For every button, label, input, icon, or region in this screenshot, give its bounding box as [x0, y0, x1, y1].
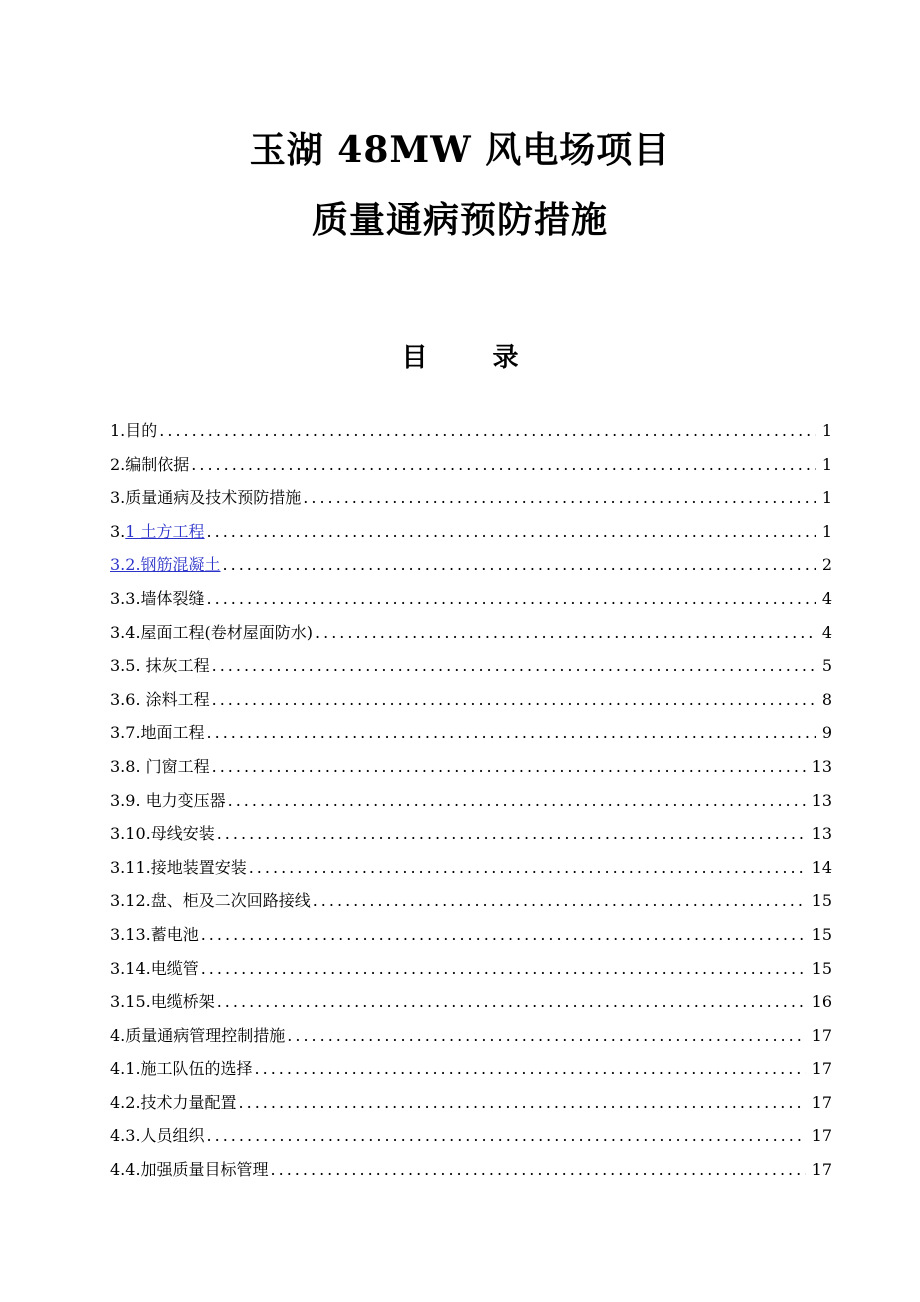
toc-entry-3[interactable] — [110, 481, 832, 515]
toc-entry-label: 4.4.加强质量目标管理 — [110, 1160, 269, 1180]
toc-entry-page: 1 — [821, 488, 832, 508]
toc-entry-3-12[interactable] — [110, 884, 832, 918]
toc-entry-link[interactable]: 3.2.钢筋混凝土 — [110, 555, 221, 575]
toc-entry-page: 15 — [811, 958, 832, 978]
table-of-contents — [110, 414, 832, 1187]
toc-entry-page: 14 — [811, 857, 832, 877]
toc-entry-page: 16 — [811, 992, 832, 1012]
toc-leader-dots — [271, 1153, 806, 1187]
toc-leader-dots — [212, 750, 806, 784]
toc-leader-dots — [249, 851, 806, 885]
toc-leader-dots — [255, 1052, 806, 1086]
toc-leader-dots — [201, 918, 806, 952]
toc-leader-dots — [239, 1086, 806, 1120]
toc-entry-3-9[interactable] — [110, 784, 832, 818]
toc-entry-3-15[interactable] — [110, 985, 832, 1019]
toc-entry-3-8[interactable] — [110, 750, 832, 784]
toc-entry-4-1[interactable] — [110, 1052, 832, 1086]
toc-entry-label: 1.目的 — [110, 421, 158, 440]
toc-leader-dots — [207, 716, 816, 750]
toc-entry-label: 4.1.施工队伍的选择 — [110, 1059, 253, 1079]
toc-leader-dots — [207, 1119, 806, 1153]
toc-entry-3-4[interactable] — [110, 616, 832, 650]
toc-entry-label: 4.3.人员组织 — [110, 1126, 205, 1146]
toc-heading: 目 录 — [401, 343, 547, 373]
toc-entry-label: 3.11.接地装置安装 — [110, 857, 247, 877]
toc-entry-page: 13 — [811, 824, 832, 844]
toc-entry-label: 4.质量通病管理控制措施 — [110, 1025, 286, 1045]
toc-entry-3-10[interactable] — [110, 817, 832, 851]
toc-entry-page: 17 — [811, 1160, 832, 1180]
toc-entry-page: 13 — [811, 790, 832, 810]
toc-entry-page: 5 — [821, 656, 832, 676]
toc-entry-page: 4 — [821, 588, 832, 608]
toc-entry-label: 3.9. 电力变压器 — [110, 790, 226, 810]
toc-leader-dots — [212, 683, 816, 717]
toc-entry-page: 1 — [821, 454, 832, 474]
toc-entry-page: 4 — [821, 622, 832, 642]
toc-entry-page: 2 — [821, 555, 832, 575]
toc-leader-dots — [315, 616, 816, 650]
toc-entry-label-prefix: 3. — [110, 521, 126, 541]
toc-entry-page: 17 — [811, 1092, 832, 1112]
toc-leader-dots — [207, 582, 816, 616]
document-title-line2: 质量通病预防措施 — [311, 199, 608, 241]
toc-entry-2[interactable] — [110, 448, 832, 482]
toc-leader-dots — [212, 649, 816, 683]
toc-leader-dots — [313, 884, 806, 918]
toc-entry-4[interactable] — [110, 1019, 832, 1053]
toc-entry-label: 3.13.蓄电池 — [110, 924, 199, 944]
toc-leader-dots — [191, 448, 816, 482]
toc-entry-page: 1 — [821, 521, 832, 541]
toc-entry-3-5[interactable] — [110, 649, 832, 683]
toc-leader-dots — [207, 515, 816, 549]
toc-entry-1[interactable] — [110, 414, 832, 448]
toc-entry-page: 15 — [811, 891, 832, 911]
toc-entry-3-14[interactable] — [110, 952, 832, 986]
toc-leader-dots — [201, 952, 806, 986]
toc-entry-4-4[interactable] — [110, 1153, 832, 1187]
toc-entry-label: 4.2.技术力量配置 — [110, 1092, 237, 1112]
toc-entry-3-2[interactable] — [110, 548, 832, 582]
toc-entry-3-3[interactable] — [110, 582, 832, 616]
toc-entry-page: 15 — [811, 924, 832, 944]
toc-entry-page: 13 — [811, 756, 832, 776]
toc-leader-dots — [228, 784, 806, 818]
toc-leader-dots — [287, 1019, 805, 1053]
toc-entry-3-11[interactable] — [110, 851, 832, 885]
document-title-line1: 玉湖 48MW 风电场项目 — [249, 129, 671, 171]
toc-leader-dots — [217, 985, 806, 1019]
toc-entry-label: 3.10.母线安装 — [110, 824, 215, 844]
toc-entry-page: 17 — [811, 1025, 832, 1045]
toc-leader-dots — [217, 817, 806, 851]
toc-entry-label: 3.12.盘、柜及二次回路接线 — [110, 891, 311, 911]
toc-entry-label: 3.15.电缆桥架 — [110, 992, 215, 1012]
toc-leader-dots — [223, 548, 816, 582]
toc-entry-3-13[interactable] — [110, 918, 832, 952]
toc-entry-page: 9 — [821, 723, 832, 743]
toc-entry-label: 3.3.墙体裂缝 — [110, 588, 205, 608]
toc-entry-label: 3.6. 涂料工程 — [110, 689, 210, 709]
toc-entry-3-7[interactable] — [110, 716, 832, 750]
toc-leader-dots — [159, 414, 816, 448]
toc-entry-label: 3.5. 抹灰工程 — [110, 656, 210, 676]
toc-entry-4-3[interactable] — [110, 1119, 832, 1153]
toc-entry-page: 1 — [821, 421, 832, 440]
toc-leader-dots — [303, 481, 816, 515]
toc-entry-3-1[interactable] — [110, 515, 832, 549]
toc-entry-label: 3.质量通病及技术预防措施 — [110, 488, 302, 508]
toc-entry-link[interactable]: 1 土方工程 — [125, 521, 205, 541]
toc-entry-label: 3.14.电缆管 — [110, 958, 199, 978]
toc-entry-page: 17 — [811, 1126, 832, 1146]
toc-entry-page: 17 — [811, 1059, 832, 1079]
toc-entry-label: 3.8. 门窗工程 — [110, 756, 210, 776]
toc-entry-3-6[interactable] — [110, 683, 832, 717]
toc-entry-label: 2.编制依据 — [110, 454, 190, 474]
toc-entry-label: 3.4.屋面工程(卷材屋面防水) — [110, 622, 314, 642]
toc-entry-4-2[interactable] — [110, 1086, 832, 1120]
toc-entry-page: 8 — [821, 689, 832, 709]
toc-entry-label: 3.7.地面工程 — [110, 723, 205, 743]
